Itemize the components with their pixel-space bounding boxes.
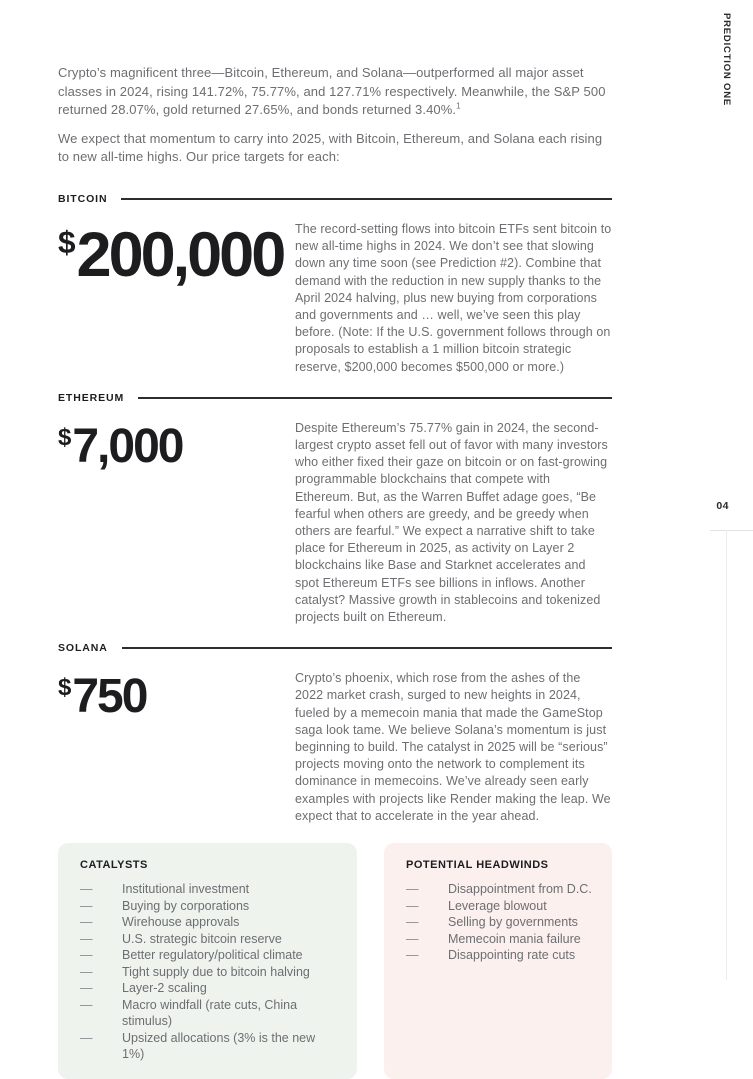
catalysts-box <box>58 843 357 1079</box>
headwinds-box <box>384 843 612 1079</box>
dollar-sign: $ <box>58 673 71 701</box>
section-rule <box>122 647 612 649</box>
dollar-sign: $ <box>58 224 75 261</box>
catalysts-list <box>80 881 339 1063</box>
em-dash: — <box>80 964 93 979</box>
list-item: — Macro windfall (rate cuts, China stimulus) <box>80 997 298 1029</box>
em-dash: — <box>80 931 93 946</box>
prediction-sections <box>58 193 612 825</box>
list-item: — Selling by governments <box>406 915 578 930</box>
list-item: — Disappointing rate cuts <box>406 948 576 963</box>
section-label-bitcoin: BITCOIN <box>58 192 108 205</box>
list-item: — Tight supply due to bitcoin halving <box>80 964 310 979</box>
section-label-ethereum: ETHEREUM <box>58 391 125 404</box>
list-item: — Wirehouse approvals <box>80 915 240 930</box>
crop-mark-vertical <box>726 530 727 980</box>
em-dash: — <box>80 997 93 1012</box>
dollar-sign: $ <box>58 423 71 451</box>
intro <box>58 64 612 167</box>
list-item: — Memecoin mania failure <box>406 931 581 946</box>
catalysts-title: CATALYSTS <box>80 859 148 872</box>
intro-paragraph-2: We expect that momentum to carry into 2025, with Bitcoin, Ethereum, and Solana each rising to new all-time highs. Our price targets for each: <box>58 130 603 165</box>
list-item: — Disappointment from D.C. <box>406 882 592 897</box>
ethereum-price-target: $7,000 <box>58 419 183 473</box>
solana-body-text: Crypto’s phoenix, which rose from the ashes of the 2022 market crash, surged to new heights in 2024, fueled by a memecoin mania that made the GameStop saga look tame. We believe Solana’s momentum is just beginning to build. The catalyst in 2025 will be “serious” projects moving onto the network to complement its dominance in memecoins. We’ve already seen early examples with projects like Render making the leap. We expect that to accelerate in the year ahead. <box>295 671 611 823</box>
page-number: 04 <box>716 500 729 512</box>
section-header <box>58 642 612 654</box>
section-header <box>58 392 612 404</box>
list-item: — Upsized allocations (3% is the new 1%) <box>80 1030 316 1062</box>
section-solana <box>58 642 612 825</box>
section-header <box>58 193 612 205</box>
intro-paragraph-1: Crypto’s magnificent three—Bitcoin, Ethereum, and Solana—outperformed all major asset classes in 2024, rising 141.72%, 75.77%, and 127.71% respectively. Meanwhile, the S&P 500 returned 28.07%, gold returned 27.65%, and bonds returned 3.40%.$^1$ <box>58 65 606 118</box>
summary-boxes <box>58 843 612 1079</box>
list-item: — Layer-2 scaling <box>80 981 207 996</box>
list-item: — U.S. strategic bitcoin reserve <box>80 931 282 946</box>
solana-price-target: $750 <box>58 670 147 724</box>
list-item: — Buying by corporations <box>80 898 250 913</box>
section-ethereum <box>58 392 612 626</box>
section-rule <box>121 198 612 200</box>
footnote-marker: 1 <box>456 101 461 111</box>
em-dash: — <box>80 948 93 963</box>
em-dash: — <box>406 915 419 930</box>
bitcoin-price-target: $200,000 <box>58 219 284 290</box>
list-item: — Leverage blowout <box>406 898 547 913</box>
em-dash: — <box>80 915 93 930</box>
page-content <box>58 64 612 1079</box>
crop-mark-horizontal <box>710 530 753 531</box>
em-dash: — <box>80 1030 93 1045</box>
em-dash: — <box>80 898 93 913</box>
headwinds-list <box>406 881 594 964</box>
list-item: — Better regulatory/political climate <box>80 948 303 963</box>
section-label-solana: SOLANA <box>58 642 108 655</box>
headwinds-title: POTENTIAL HEADWINDS <box>406 859 549 872</box>
em-dash: — <box>406 882 419 897</box>
section-bitcoin <box>58 193 612 376</box>
ethereum-body-text: Despite Ethereum’s 75.77% gain in 2024, the second-largest crypto asset fell out of favor with many investors who either fixed their gaze on bitcoin or on fast-growing programmable blockchains that compete with Ethereum. But, as the Warren Buffet adage goes, “Be fearful when others are greedy, and be greedy when others are fearful.” We expect a narrative shift to take place for Ethereum in 2025, as activity on Layer 2 blockchains like Base and Starknet accelerates and spot Ethereum ETFs see billions in inflows. Another catalyst? Massive growth in stablecoins and tokenized projects built on Ethereum. <box>295 420 608 625</box>
em-dash: — <box>80 981 93 996</box>
section-rule <box>138 397 612 399</box>
em-dash: — <box>406 931 419 946</box>
em-dash: — <box>406 898 419 913</box>
em-dash: — <box>406 948 419 963</box>
list-item: — Institutional investment <box>80 882 250 897</box>
vertical-page-label: PREDICTION ONE <box>721 13 732 107</box>
bitcoin-body-text: The record-setting flows into bitcoin ETFs sent bitcoin to new all-time highs in 2024. We don’t see that slowing down any time soon (see Prediction #2). Combine that demand with the reduction in new supply thanks to the April 2024 halving, plus new buying from corporations and governments and … well, we’ve seen this play before. (Note: If the U.S. government follows through on proposals to establish a 1 million bitcoin strategic reserve, $200,000 becomes $500,000 or more.) <box>295 221 612 374</box>
em-dash: — <box>80 882 93 897</box>
